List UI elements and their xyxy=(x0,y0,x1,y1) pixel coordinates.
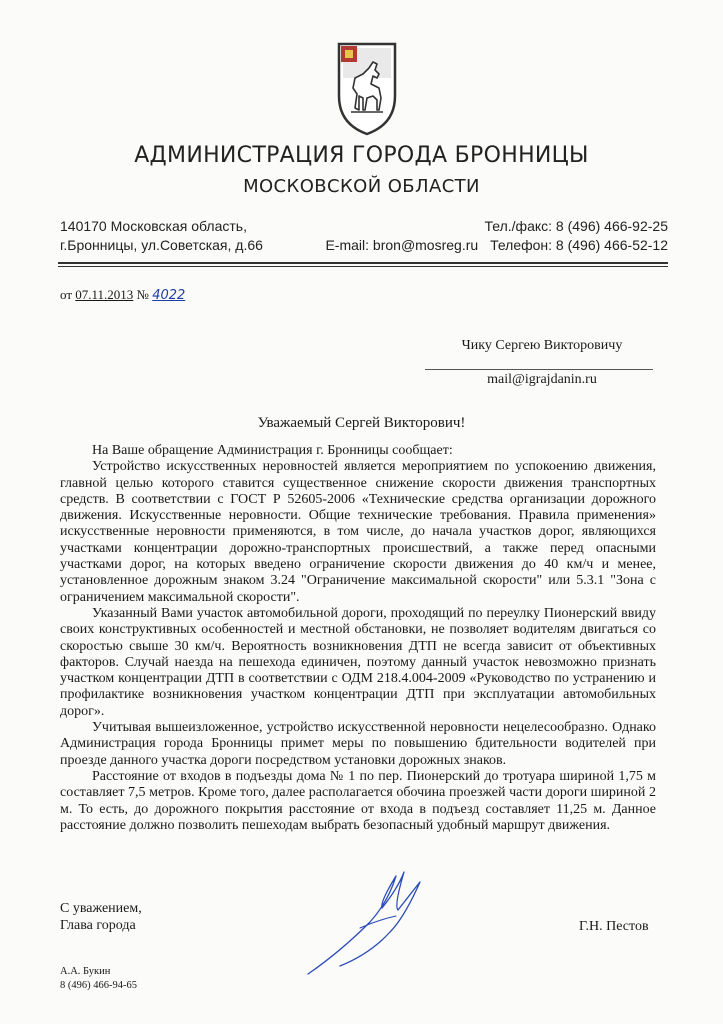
executor-name: А.А. Букин xyxy=(60,966,111,977)
signer-position: Глава города xyxy=(60,918,136,933)
header-divider-thick xyxy=(58,262,668,264)
recipient-divider xyxy=(425,369,653,370)
address-line-2: г.Бронницы, ул.Советская, д.66 xyxy=(60,237,263,253)
coat-of-arms-icon xyxy=(333,38,401,138)
closing-block xyxy=(60,900,142,934)
letter-date: 07.11.2013 xyxy=(75,287,134,302)
regards: С уважением, xyxy=(60,901,142,916)
number-prefix: № xyxy=(136,287,149,302)
handwritten-signature xyxy=(300,862,440,982)
contact-block xyxy=(317,217,668,255)
date-number-line xyxy=(60,287,185,303)
paragraph-2: Указанный Вами участок автомобильной дороги, проходящий по переулку Пионерский ввиду своих конструктивных особенностей и местной обстановки, не позволяет водителям двигаться со скоростью свыше 30 км/ч. Вероятность возникновения ДТП не всегда зависит от объективных факторов. Случай наезда на пешехода единичен, поэтому данный участок невозможно признать участком концентрации ДТП в соответствии с ОДМ 218.4.004-2009 «Руководство по устранению и профилактике возникновения участком концентрации ДТП при эксплуатации автомобильных дорог». xyxy=(60,605,656,719)
org-phone: Телефон: 8 (496) 466-52-12 xyxy=(490,237,668,253)
organization-subtitle: МОСКОВСКОЙ ОБЛАСТИ xyxy=(243,176,480,197)
intro-paragraph: На Ваше обращение Администрация г. Бронницы сообщает: xyxy=(92,443,453,458)
address-line-1: 140170 Московская область, xyxy=(60,218,247,234)
postal-address xyxy=(60,217,263,255)
recipient-name: Чику Сергею Викторовичу xyxy=(461,338,623,353)
organization-title: АДМИНИСТРАЦИЯ ГОРОДА БРОННИЦЫ xyxy=(134,143,589,168)
org-email: E-mail: bron@mosreg.ru xyxy=(325,237,479,253)
letter-body xyxy=(60,443,656,834)
letter-number: 4022 xyxy=(152,288,186,303)
greeting: Уважаемый Сергей Викторович! xyxy=(257,415,466,431)
signer-name: Г.Н. Пестов xyxy=(579,919,649,934)
executor-phone: 8 (496) 466-94-65 xyxy=(60,980,137,991)
date-prefix: от xyxy=(60,287,73,302)
recipient-email: mail@igrajdanin.ru xyxy=(487,372,597,387)
paragraph-3: Учитывая вышеизложенное, устройство искусственной неровности нецелесообразно. Однако Администрация города Бронницы примет меры по повышению бдительности водителей при проезде данного участка дороги посредством установки дорожных знаков. xyxy=(60,720,656,768)
header-divider-thin xyxy=(58,266,668,267)
paragraph-1: Устройство искусственных неровностей является мероприятием по успокоению движения, главной целью которого ставится существенное снижение скорости движения транспортных средств. В соответствии с ГОСТ Р 52605-2006 «Технические средства организации дорожного движения. Искусственные неровности. Общие технические требования. Правила применения» искусственные неровности применяются, в том числе, до начала участков дорог, являющихся участками концентрации дорожно-транспортных происшествий, а также перед опасными участками дорог, на которых введено ограничение скорости движения до 40 км/ч и менее, установленное дорожным знаком 3.24 "Ограничение максимальной скорости" или 5.3.1 "Зона с ограничением максимальной скорости". xyxy=(60,459,656,605)
email-phone-row xyxy=(317,236,668,255)
executor-block xyxy=(60,965,137,993)
tel-fax: Тел./факс: 8 (496) 466-92-25 xyxy=(484,218,668,234)
paragraph-4: Расстояние от входов в подъезды дома № 1 по пер. Пионерский до тротуара шириной 1,75 м составляет 7,5 метров. Кроме того, далее располагается обочина проезжей части дороги шириной 2 м. То есть, до дорожного покрытия расстояние от входа в подъезд составляет 11,25 м. Данное расстояние должно позволить пешеходам выбрать безопасный удобный маршрут движения. xyxy=(60,768,656,833)
